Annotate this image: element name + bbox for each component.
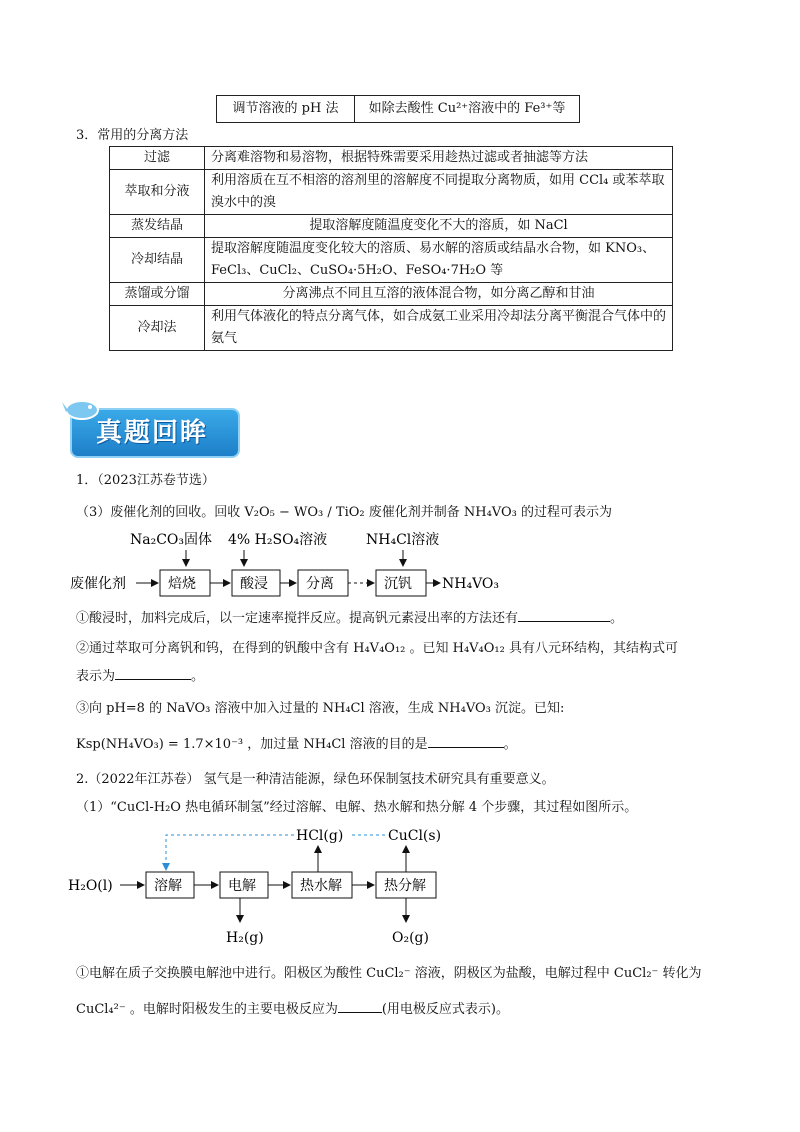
separation-row xyxy=(110,283,673,306)
q1-source: 1．（2023江苏卷节选） xyxy=(76,473,215,488)
separation-method: 萃取和分液 xyxy=(110,170,205,215)
separation-method: 蒸发结晶 xyxy=(110,215,205,238)
q1-reagent2: 4% H₂SO₄溶液 xyxy=(228,532,328,548)
q1-sub3-line1: ③向 pH=8 的 NaVO₃ 溶液中加入过量的 NH₄Cl 溶液，生成 NH₄VO₃ 沉淀。已知: xyxy=(76,701,565,716)
section3-title: 3．常用的分离方法 xyxy=(76,128,189,143)
q1-step3: 分离 xyxy=(306,576,334,592)
q1-step1: 焙烧 xyxy=(168,576,196,592)
q2-step2: 电解 xyxy=(228,878,256,894)
separation-row xyxy=(110,238,673,283)
q2-input: H₂O(l) xyxy=(68,878,113,894)
q1-start: 废催化剂 xyxy=(70,576,126,592)
separation-method: 过滤 xyxy=(110,147,205,170)
q2-hcl: HCl(g) xyxy=(296,828,344,844)
separation-description: 分离沸点不同且互溶的液体混合物，如分离乙醇和甘油 xyxy=(205,283,673,306)
separation-row xyxy=(110,147,673,170)
q2-o2: O₂(g) xyxy=(392,930,429,946)
q2-step4: 热分解 xyxy=(384,878,426,894)
separation-description: 利用溶质在互不相溶的溶剂里的溶解度不同提取分离物质，如用 CCl₄ 或苯萃取溴水中的溴 xyxy=(205,170,673,215)
separation-description: 提取溶解度随温度变化较大的溶质、易水解的溶质或结晶水合物，如 KNO₃、FeCl₃、CuCl₂、CuSO₄·5H₂O、FeSO₄·7H₂O 等 xyxy=(205,238,673,283)
q1-step4: 沉钒 xyxy=(384,576,412,592)
separation-table xyxy=(109,146,673,351)
separation-row xyxy=(110,306,673,351)
top-table-method: 调节溶液的 pH 法 xyxy=(217,96,355,123)
separation-method: 冷却法 xyxy=(110,306,205,351)
separation-method: 蒸馏或分馏 xyxy=(110,283,205,306)
q1-sub2-line1: ②通过萃取可分离钒和钨，在得到的钒酸中含有 H₄V₄O₁₂ 。已知 H₄V₄O₁₂ 具有八元环结构，其结构式可 xyxy=(76,641,678,656)
q1-step2: 酸浸 xyxy=(240,576,268,592)
q2-cucl: CuCl(s) xyxy=(388,828,442,844)
q1-product: NH₄VO₃ xyxy=(442,576,500,592)
q2-source: 2.（2022年江苏卷） 氢气是一种清洁能源，绿色环保制氢技术研究具有重要意义。 xyxy=(76,772,555,787)
q1-flow-diagram xyxy=(68,528,528,598)
separation-description: 分离难溶物和易溶物，根据特殊需要采用趁热过滤或者抽滤等方法 xyxy=(205,147,673,170)
separation-description: 提取溶解度随温度变化不大的溶质，如 NaCl xyxy=(205,215,673,238)
q1-reagent1: Na₂CO₃固体 xyxy=(130,532,213,548)
q2-h2: H₂(g) xyxy=(226,930,264,946)
separation-description: 利用气体液化的特点分离气体，如合成氨工业采用冷却法分离平衡混合气体中的氨气 xyxy=(205,306,673,351)
q1-reagent3: NH₄Cl溶液 xyxy=(366,532,440,548)
q2-step3: 热水解 xyxy=(300,878,342,894)
q2-sub1-line1: ①电解在质子交换膜电解池中进行。阳极区为酸性 CuCl₂⁻ 溶液，阴极区为盐酸，电解过程中 CuCl₂⁻ 转化为 xyxy=(76,966,702,981)
banner-title: 真题回眸 xyxy=(96,418,209,448)
q2-step1: 溶解 xyxy=(154,878,182,894)
q1-sub1: ①酸浸时，加料完成后，以一定速率搅拌反应。提高钒元素浸出率的方法还有 。 xyxy=(76,611,624,626)
q2-flow-diagram xyxy=(68,822,468,952)
separation-row xyxy=(110,215,673,238)
separation-method: 冷却结晶 xyxy=(110,238,205,283)
q2-intro: （1）“CuCl-H₂O 热电循环制氢”经过溶解、电解、热水解和热分解 4 个步骤，其过程如图所示。 xyxy=(76,800,638,815)
q1-intro: （3）废催化剂的回收。回收 V₂O₅ − WO₃ / TiO₂ 废催化剂并制备 NH₄VO₃ 的过程可表示为 xyxy=(76,505,612,520)
separation-row xyxy=(110,170,673,215)
top-table-example: 如除去酸性 Cu²⁺溶液中的 Fe³⁺等 xyxy=(355,96,580,123)
q2-sub1-line2: CuCl₄²⁻ 。电解时阳极发生的主要电极反应为 (用电极反应式表示)。 xyxy=(76,1002,509,1017)
q1-sub2-line2: 表示为 。 xyxy=(76,669,205,684)
top-table xyxy=(216,95,580,123)
q1-sub3-line2: Ksp(NH₄VO₃) = 1.7×10⁻³ ，加过量 NH₄Cl 溶液的目的是 。 xyxy=(76,737,517,752)
